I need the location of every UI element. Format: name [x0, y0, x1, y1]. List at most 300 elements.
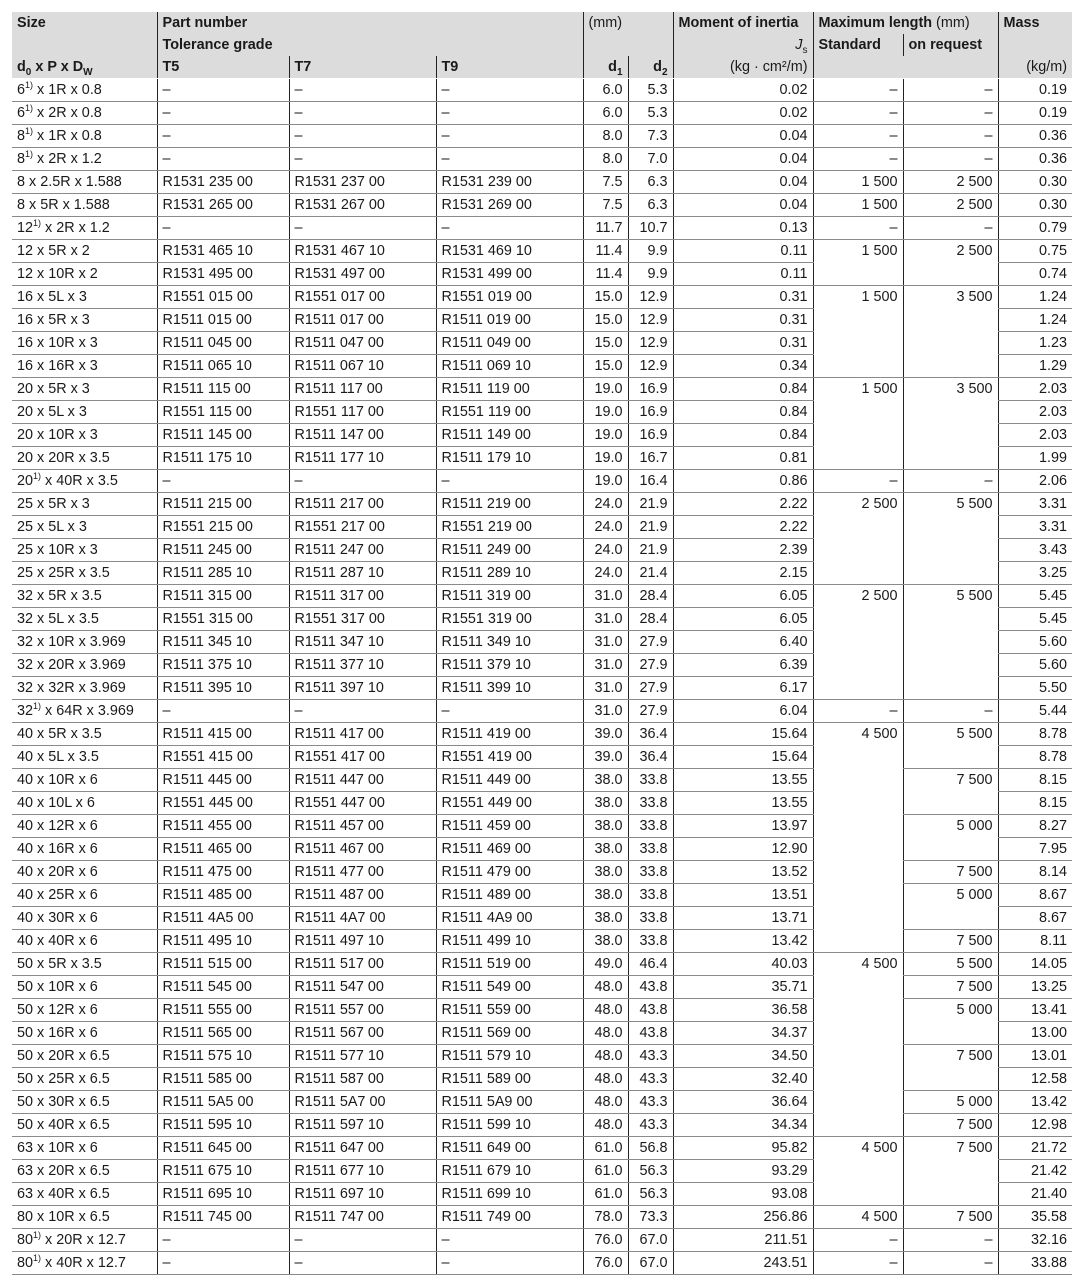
table-row [12, 263, 1072, 286]
part-number-t5: R1511 285 10 [157, 562, 289, 585]
moment-of-inertia-value: 34.34 [673, 1114, 813, 1137]
table-row [12, 631, 1072, 654]
d1-value: 6.0 [583, 102, 628, 125]
d1-value: 39.0 [583, 746, 628, 769]
header-row-1 [12, 12, 1072, 34]
part-number-t9: R1511 469 00 [436, 838, 583, 861]
part-number-t7: – [289, 700, 436, 723]
part-number-t9: R1531 269 00 [436, 194, 583, 217]
spindle-data-table [12, 12, 1072, 1275]
mass-value: 8.67 [998, 907, 1072, 930]
d2-value: 5.3 [628, 102, 673, 125]
moment-of-inertia-value: 243.51 [673, 1252, 813, 1275]
d2-value: 67.0 [628, 1252, 673, 1275]
moment-of-inertia-value: 6.04 [673, 700, 813, 723]
mass-value: 3.25 [998, 562, 1072, 585]
standard-length-value [813, 309, 903, 332]
d2-value: 16.9 [628, 401, 673, 424]
d2-value: 73.3 [628, 1206, 673, 1229]
d1-value: 19.0 [583, 401, 628, 424]
part-number-t5: R1551 215 00 [157, 516, 289, 539]
part-number-t7: R1511 587 00 [289, 1068, 436, 1091]
part-number-t9: – [436, 1229, 583, 1252]
on-request-length-value [903, 1183, 998, 1206]
part-number-t7: R1511 577 10 [289, 1045, 436, 1068]
size-cell: 40 x 10R x 6 [12, 769, 157, 792]
on-request-length-value: – [903, 470, 998, 493]
d1-value: 31.0 [583, 677, 628, 700]
moment-of-inertia-value: 0.86 [673, 470, 813, 493]
size-cell: 40 x 10L x 6 [12, 792, 157, 815]
part-number-t7: – [289, 125, 436, 148]
size-cell: 50 x 12R x 6 [12, 999, 157, 1022]
on-request-length-value: 7 500 [903, 930, 998, 953]
mass-value: 13.41 [998, 999, 1072, 1022]
on-request-length-value: 5 500 [903, 953, 998, 976]
part-number-t9: R1511 119 00 [436, 378, 583, 401]
on-request-length-value: 2 500 [903, 240, 998, 263]
table-row [12, 1022, 1072, 1045]
part-number-t5: R1531 465 10 [157, 240, 289, 263]
standard-length-value [813, 539, 903, 562]
on-request-length-value [903, 1068, 998, 1091]
size-cell: 32 x 10R x 3.969 [12, 631, 157, 654]
part-number-t5: R1511 345 10 [157, 631, 289, 654]
size-header: Size [12, 12, 157, 34]
part-number-t5: – [157, 470, 289, 493]
size-cell: 25 x 25R x 3.5 [12, 562, 157, 585]
moment-of-inertia-value: 0.04 [673, 171, 813, 194]
part-number-t7: R1511 467 00 [289, 838, 436, 861]
d2-value: 16.9 [628, 424, 673, 447]
d2-value: 43.8 [628, 1022, 673, 1045]
size-cell: 25 x 5L x 3 [12, 516, 157, 539]
mass-value: 7.95 [998, 838, 1072, 861]
on-request-length-value [903, 1160, 998, 1183]
d1-value: 24.0 [583, 539, 628, 562]
d2-value: 43.8 [628, 999, 673, 1022]
table-row [12, 1068, 1072, 1091]
part-number-t7: R1551 417 00 [289, 746, 436, 769]
mass-value: 5.44 [998, 700, 1072, 723]
on-request-length-value [903, 263, 998, 286]
table-row [12, 815, 1072, 838]
table-row [12, 746, 1072, 769]
part-number-t5: – [157, 700, 289, 723]
d2-value: 27.9 [628, 700, 673, 723]
d1-value: 49.0 [583, 953, 628, 976]
standard-length-value: – [813, 217, 903, 240]
moment-of-inertia-value: 2.22 [673, 516, 813, 539]
d1-value: 6.0 [583, 79, 628, 102]
part-number-t5: R1511 595 10 [157, 1114, 289, 1137]
standard-length-value: 1 500 [813, 194, 903, 217]
d2-value: 43.3 [628, 1091, 673, 1114]
standard-length-value: 1 500 [813, 240, 903, 263]
moment-of-inertia-value: 35.71 [673, 976, 813, 999]
size-cell: 40 x 40R x 6 [12, 930, 157, 953]
standard-length-value: – [813, 125, 903, 148]
d1-value: 31.0 [583, 700, 628, 723]
moment-of-inertia-value: 13.51 [673, 884, 813, 907]
d2-value: 33.8 [628, 815, 673, 838]
part-number-t5: R1511 145 00 [157, 424, 289, 447]
standard-length-value: – [813, 1252, 903, 1275]
standard-length-value [813, 1160, 903, 1183]
on-request-length-value: – [903, 217, 998, 240]
size-cell: 32 x 5L x 3.5 [12, 608, 157, 631]
moment-of-inertia-value: 0.13 [673, 217, 813, 240]
part-number-t7: – [289, 102, 436, 125]
on-request-length-value: 5 000 [903, 815, 998, 838]
standard-length-value: – [813, 79, 903, 102]
on-request-length-value: – [903, 125, 998, 148]
moment-of-inertia-value: 0.02 [673, 102, 813, 125]
part-number-t5: – [157, 102, 289, 125]
table-row [12, 401, 1072, 424]
table-header [12, 12, 1072, 79]
part-number-t5: R1511 315 00 [157, 585, 289, 608]
part-number-t5: R1511 565 00 [157, 1022, 289, 1045]
on-request-length-value: – [903, 1229, 998, 1252]
size-cell: 32 x 5R x 3.5 [12, 585, 157, 608]
part-number-t5: – [157, 125, 289, 148]
moment-of-inertia-value: 93.08 [673, 1183, 813, 1206]
mass-value: 8.14 [998, 861, 1072, 884]
part-number-t7: R1551 217 00 [289, 516, 436, 539]
standard-length-value [813, 677, 903, 700]
d1-value: 8.0 [583, 148, 628, 171]
mass-value: 1.29 [998, 355, 1072, 378]
on-request-length-value [903, 447, 998, 470]
mass-value: 1.24 [998, 309, 1072, 332]
table-row [12, 1160, 1072, 1183]
size-cell: 50 x 30R x 6.5 [12, 1091, 157, 1114]
part-number-t9: R1511 499 10 [436, 930, 583, 953]
mass-value: 8.27 [998, 815, 1072, 838]
part-number-t9: R1511 399 10 [436, 677, 583, 700]
part-number-t9: R1511 749 00 [436, 1206, 583, 1229]
size-cell: 16 x 16R x 3 [12, 355, 157, 378]
part-number-t9: R1511 319 00 [436, 585, 583, 608]
part-number-t9: R1511 679 10 [436, 1160, 583, 1183]
size-cell: 40 x 30R x 6 [12, 907, 157, 930]
mass-value: 2.06 [998, 470, 1072, 493]
d2-value: 12.9 [628, 309, 673, 332]
size-cell: 32 x 32R x 3.969 [12, 677, 157, 700]
d2-value: 56.8 [628, 1137, 673, 1160]
mass-value: 0.30 [998, 194, 1072, 217]
standard-length-value [813, 1022, 903, 1045]
part-number-t5: – [157, 1229, 289, 1252]
mass-value: 8.15 [998, 792, 1072, 815]
moment-of-inertia-header: Moment of inertia [673, 12, 813, 34]
table-row [12, 148, 1072, 171]
table-row [12, 700, 1072, 723]
on-request-length-value [903, 907, 998, 930]
on-request-length-value [903, 654, 998, 677]
d2-header: $d_2$ [628, 56, 673, 79]
part-number-t7: R1511 417 00 [289, 723, 436, 746]
part-number-t7: R1511 147 00 [289, 424, 436, 447]
d2-value: 33.8 [628, 907, 673, 930]
size-cell: 20 x 10R x 3 [12, 424, 157, 447]
mass-value: 2.03 [998, 424, 1072, 447]
part-number-t7: R1511 557 00 [289, 999, 436, 1022]
part-number-t5: R1511 4A5 00 [157, 907, 289, 930]
moment-of-inertia-value: 6.05 [673, 585, 813, 608]
size-cell: 50 x 5R x 3.5 [12, 953, 157, 976]
d1-value: 11.4 [583, 240, 628, 263]
standard-length-value [813, 861, 903, 884]
part-number-t5: R1511 495 10 [157, 930, 289, 953]
d2-value: 33.8 [628, 769, 673, 792]
part-number-t9: R1511 289 10 [436, 562, 583, 585]
standard-length-value: 1 500 [813, 378, 903, 401]
part-number-t5: R1511 515 00 [157, 953, 289, 976]
d2-value: 27.9 [628, 654, 673, 677]
table-row [12, 1137, 1072, 1160]
standard-length-value [813, 1114, 903, 1137]
part-number-t5: R1551 115 00 [157, 401, 289, 424]
table-row [12, 125, 1072, 148]
part-number-t7: R1511 067 10 [289, 355, 436, 378]
table-row [12, 493, 1072, 516]
moment-of-inertia-value: 95.82 [673, 1137, 813, 1160]
on-request-length-value [903, 608, 998, 631]
part-number-t9: R1531 469 10 [436, 240, 583, 263]
table-row [12, 539, 1072, 562]
d1-value: 78.0 [583, 1206, 628, 1229]
part-number-t7: – [289, 217, 436, 240]
d1-value: 7.5 [583, 171, 628, 194]
table-row [12, 447, 1072, 470]
header-row-2 [12, 34, 1072, 56]
table-row [12, 1206, 1072, 1229]
on-request-length-value: – [903, 700, 998, 723]
d2-value: 33.8 [628, 838, 673, 861]
table-row [12, 861, 1072, 884]
d1-value: 48.0 [583, 1022, 628, 1045]
table-row [12, 1114, 1072, 1137]
part-number-t7: R1531 267 00 [289, 194, 436, 217]
standard-length-value: 2 500 [813, 493, 903, 516]
d1-value: 48.0 [583, 999, 628, 1022]
d2-value: 43.3 [628, 1114, 673, 1137]
part-number-t7: R1511 347 10 [289, 631, 436, 654]
standard-length-value [813, 1183, 903, 1206]
part-number-t5: R1511 745 00 [157, 1206, 289, 1229]
d1-value: 48.0 [583, 1068, 628, 1091]
size-cell: 80$^{1)}$ x 20R x 12.7 [12, 1229, 157, 1252]
part-number-t7: R1511 047 00 [289, 332, 436, 355]
part-number-t7: R1511 747 00 [289, 1206, 436, 1229]
size-cell: 40 x 25R x 6 [12, 884, 157, 907]
size-cell: 50 x 25R x 6.5 [12, 1068, 157, 1091]
part-number-t7: R1511 497 10 [289, 930, 436, 953]
standard-length-value [813, 631, 903, 654]
table-row [12, 884, 1072, 907]
part-number-t9: R1511 649 00 [436, 1137, 583, 1160]
on-request-length-value [903, 309, 998, 332]
part-number-t5: R1511 555 00 [157, 999, 289, 1022]
d2-value: 36.4 [628, 723, 673, 746]
d2-value: 12.9 [628, 355, 673, 378]
part-number-t5: R1511 115 00 [157, 378, 289, 401]
part-number-t9: – [436, 148, 583, 171]
d1-header: $d_1$ [583, 56, 628, 79]
part-number-t9: R1511 569 00 [436, 1022, 583, 1045]
part-number-t9: R1551 319 00 [436, 608, 583, 631]
on-request-length-value: 3 500 [903, 378, 998, 401]
part-number-t7: R1531 237 00 [289, 171, 436, 194]
d1-value: 38.0 [583, 861, 628, 884]
standard-length-value: 4 500 [813, 953, 903, 976]
d2-value: 9.9 [628, 263, 673, 286]
standard-length-value [813, 332, 903, 355]
part-number-header: Part number [157, 12, 583, 34]
table-row [12, 309, 1072, 332]
table-row [12, 608, 1072, 631]
size-cell: 20$^{1)}$ x 40R x 3.5 [12, 470, 157, 493]
on-request-length-value [903, 562, 998, 585]
size-cell: 6$^{1)}$ x 2R x 0.8 [12, 102, 157, 125]
d1-value: 38.0 [583, 884, 628, 907]
standard-length-value: – [813, 102, 903, 125]
standard-length-value [813, 1068, 903, 1091]
d2-value: 27.9 [628, 631, 673, 654]
part-number-t5: R1511 245 00 [157, 539, 289, 562]
moment-of-inertia-value: 256.86 [673, 1206, 813, 1229]
mass-value: 35.58 [998, 1206, 1072, 1229]
part-number-t9: R1511 379 10 [436, 654, 583, 677]
moment-of-inertia-value: 211.51 [673, 1229, 813, 1252]
size-cell: 40 x 20R x 6 [12, 861, 157, 884]
mass-value: 21.72 [998, 1137, 1072, 1160]
d2-value: 33.8 [628, 930, 673, 953]
d1-value: 38.0 [583, 815, 628, 838]
moment-of-inertia-value: 2.22 [673, 493, 813, 516]
part-number-t7: R1511 517 00 [289, 953, 436, 976]
part-number-t5: R1511 695 10 [157, 1183, 289, 1206]
d1-value: 61.0 [583, 1160, 628, 1183]
moment-of-inertia-value: 40.03 [673, 953, 813, 976]
d2-value: 33.8 [628, 792, 673, 815]
table-row [12, 585, 1072, 608]
moment-of-inertia-value: 6.40 [673, 631, 813, 654]
moment-of-inertia-value: 13.55 [673, 792, 813, 815]
part-number-t5: R1511 545 00 [157, 976, 289, 999]
size-cell: 50 x 40R x 6.5 [12, 1114, 157, 1137]
part-number-t5: R1511 475 00 [157, 861, 289, 884]
d1-value: 31.0 [583, 585, 628, 608]
d2-value: 56.3 [628, 1183, 673, 1206]
part-number-t9: R1551 449 00 [436, 792, 583, 815]
table-row [12, 838, 1072, 861]
mass-value: 3.43 [998, 539, 1072, 562]
moment-of-inertia-value: 13.71 [673, 907, 813, 930]
on-request-length-value [903, 746, 998, 769]
d2-value: 21.9 [628, 539, 673, 562]
part-number-t7: R1511 117 00 [289, 378, 436, 401]
moment-of-inertia-value: 6.17 [673, 677, 813, 700]
on-request-length-value [903, 401, 998, 424]
mass-value: 5.45 [998, 585, 1072, 608]
table-row [12, 378, 1072, 401]
standard-length-value [813, 447, 903, 470]
moment-of-inertia-value: 0.34 [673, 355, 813, 378]
part-number-t9: R1511 049 00 [436, 332, 583, 355]
d1-value: 11.4 [583, 263, 628, 286]
mass-value: 0.75 [998, 240, 1072, 263]
mass-value: 21.40 [998, 1183, 1072, 1206]
d2-value: 21.9 [628, 493, 673, 516]
moment-of-inertia-value: 15.64 [673, 746, 813, 769]
part-number-t7: R1551 447 00 [289, 792, 436, 815]
mass-value: 5.60 [998, 654, 1072, 677]
moment-of-inertia-value: 6.05 [673, 608, 813, 631]
table-row [12, 79, 1072, 102]
d1-value: 48.0 [583, 1045, 628, 1068]
standard-length-value [813, 792, 903, 815]
part-number-t7: R1511 567 00 [289, 1022, 436, 1045]
part-number-t9: R1511 549 00 [436, 976, 583, 999]
part-number-t7: – [289, 79, 436, 102]
moment-of-inertia-value: 6.39 [673, 654, 813, 677]
standard-length-value [813, 654, 903, 677]
part-number-t9: R1511 219 00 [436, 493, 583, 516]
moment-of-inertia-value: 2.15 [673, 562, 813, 585]
on-request-length-value [903, 516, 998, 539]
table-body [12, 79, 1072, 1275]
part-number-t9: R1511 4A9 00 [436, 907, 583, 930]
moment-of-inertia-value: 13.52 [673, 861, 813, 884]
mass-value: 13.25 [998, 976, 1072, 999]
standard-length-value [813, 608, 903, 631]
size-cell: 20 x 20R x 3.5 [12, 447, 157, 470]
table-row [12, 286, 1072, 309]
d2-value: 21.4 [628, 562, 673, 585]
size-cell: 63 x 10R x 6 [12, 1137, 157, 1160]
d1-value: 48.0 [583, 976, 628, 999]
d2-value: 16.7 [628, 447, 673, 470]
size-cell: 80 x 10R x 6.5 [12, 1206, 157, 1229]
d2-value: 16.4 [628, 470, 673, 493]
d1-value: 24.0 [583, 516, 628, 539]
on-request-length-value: 5 000 [903, 884, 998, 907]
mass-value: 0.19 [998, 79, 1072, 102]
on-request-length-value: 3 500 [903, 286, 998, 309]
standard-length-value [813, 884, 903, 907]
d1-value: 19.0 [583, 447, 628, 470]
part-number-t7: – [289, 148, 436, 171]
d2-value: 43.3 [628, 1068, 673, 1091]
part-number-t5: R1511 5A5 00 [157, 1091, 289, 1114]
part-number-t9: R1511 149 00 [436, 424, 583, 447]
part-number-t5: R1511 575 10 [157, 1045, 289, 1068]
mass-value: 14.05 [998, 953, 1072, 976]
part-number-t9: R1511 459 00 [436, 815, 583, 838]
standard-length-value [813, 815, 903, 838]
mass-value: 8.78 [998, 723, 1072, 746]
mass-value: 0.74 [998, 263, 1072, 286]
standard-length-value [813, 999, 903, 1022]
d2-value: 28.4 [628, 608, 673, 631]
table-row [12, 355, 1072, 378]
d1-value: 19.0 [583, 424, 628, 447]
part-number-t5: R1511 585 00 [157, 1068, 289, 1091]
part-number-t9: R1511 559 00 [436, 999, 583, 1022]
